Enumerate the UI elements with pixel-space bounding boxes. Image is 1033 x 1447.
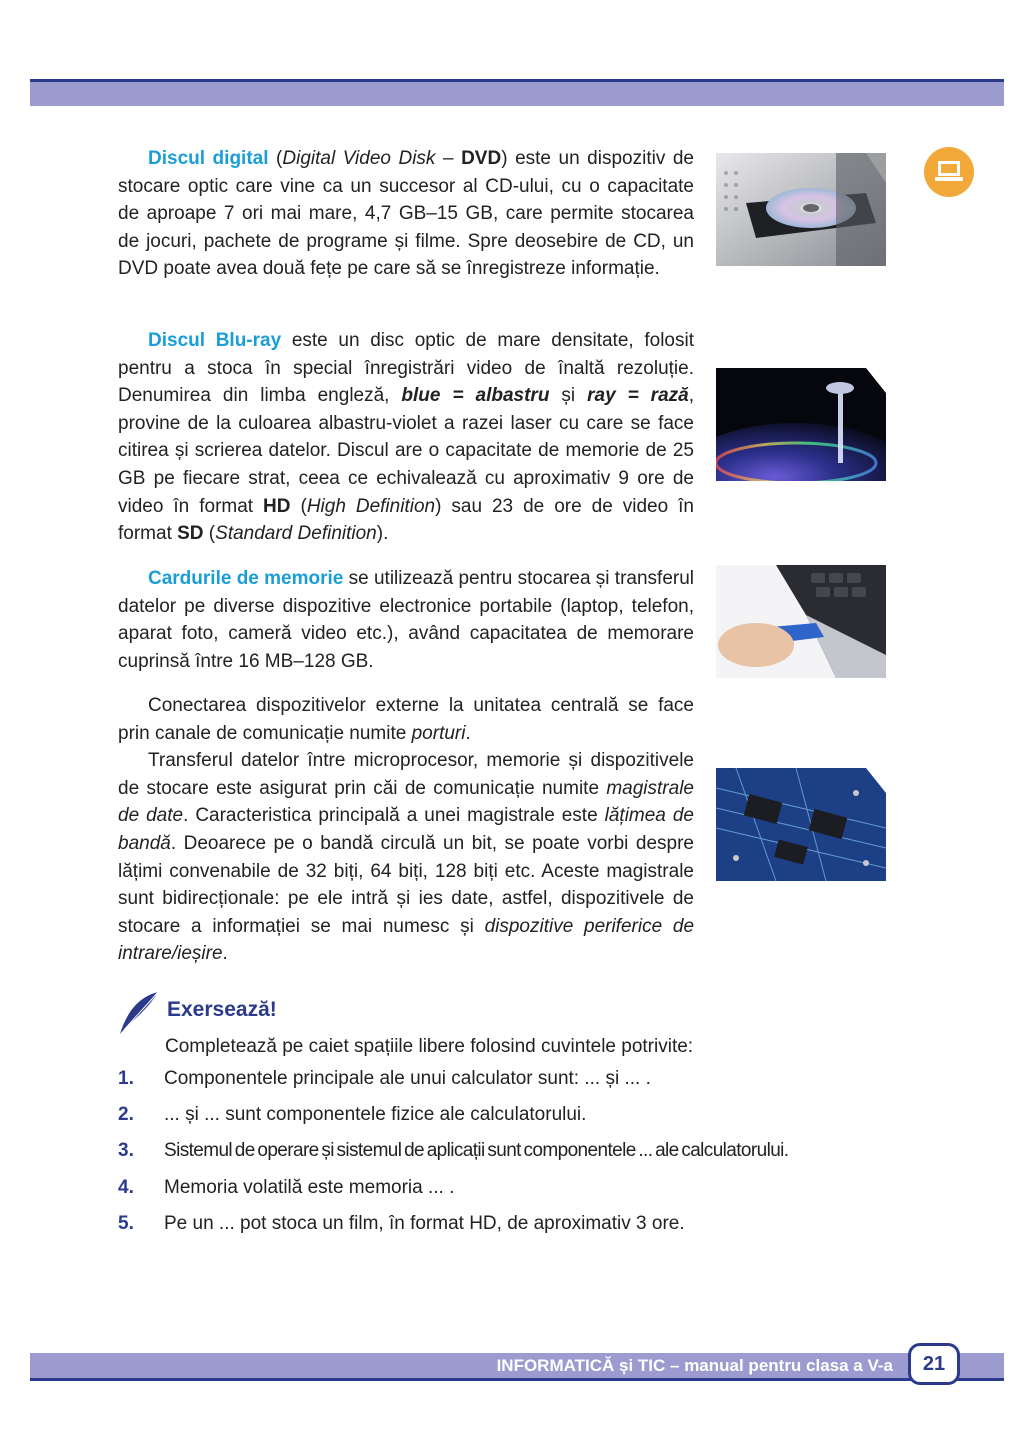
exercise-intro: Completează pe caiet spațiile libere folosind cuvintele potrivite: <box>165 1036 694 1057</box>
exercise-item: 2. ... și ... sunt componentele fizice ale calculatorului. <box>118 1104 587 1125</box>
term-dvd: Discul digital <box>148 148 269 169</box>
term-bluray: Discul Blu-ray <box>148 330 282 351</box>
exercise-title: Exersează! <box>167 998 277 1021</box>
computer-icon <box>924 147 974 197</box>
bluray-laser-image <box>716 368 886 481</box>
memory-card-image <box>716 565 886 678</box>
exercise-item: 5. Pe un ... pot stoca un film, în format HD, de aproximativ 3 ore. <box>118 1213 685 1234</box>
circuit-board-image <box>716 768 886 881</box>
page-number: 21 <box>908 1343 960 1385</box>
exercise-item: 1. Componentele principale ale unui calculator sunt: ... și ... . <box>118 1068 651 1089</box>
quill-icon <box>118 990 162 1036</box>
paragraph-dvd: Discul digital (Digital Video Disk – DVD) este un dispozitiv de stocare optic care vine ca un succesor al CD-ului, cu o capacitate de aproape 7 ori mai mare, 4,7 GB–15 GB, care permite stocarea de jocuri, pachete de programe și filme. Spre deosebire de CD, un DVD poate avea două fețe pe care să se înregistreze informație. <box>118 148 694 280</box>
exercise-item: 3. Sistemul de operare și sistemul de aplicații sunt componentele ... ale calculatorului. <box>118 1140 789 1161</box>
term-memory-cards: Cardurile de memorie <box>148 568 344 589</box>
dvd-drive-image <box>716 153 886 266</box>
paragraph-ports: Conectarea dispozitivelor externe la unitatea centrală se face prin canale de comunicație numite porturi. Transferul datelor între microprocesor, memorie și dispozitivele de stocare este asigurat prin căi de comunicație numite magistrale de date. Caracteristica principală a unei magistrale este lățimea de bandă. Deoarece pe o bandă circulă un bit, se poate vorbi despre lățimi convenabile de 32 biți, 64 biți, 128 biți etc. Aceste magistrale sunt bidirecționale: pe ele intră și ies date, astfel, dispozitivele de stocare a informației se mai numesc și dispozitive periferice de intrare/ieșire. <box>118 692 694 968</box>
exercise-item: 4. Memoria volatilă este memoria ... . <box>118 1177 455 1198</box>
paragraph-bluray: Discul Blu-ray este un disc optic de mare densitate, folosit pentru a stoca în special înregistrări video de înaltă rezoluție. Denumirea din limba engleză, blue = albastru și ray = rază, provine de la culoarea albastru-violet a razei laser cu care se face citirea și scrierea datelor. Discul are o capacitate de memorie de 25 GB pe fiecare strat, ceea ce echivalează cu aproximativ 9 ore de video în format HD (High Definition) sau 23 de ore de video în format SD (Standard Definition). <box>118 330 694 545</box>
paragraph-data-bus: Transferul datelor între microprocesor, memorie și dispozitivele de stocare este asigurat prin căi de comunicație numite magistrale de date. Caracteristica principală a unei magistrale este lățimea de bandă. Deoarece pe o bandă circulă un bit, se poate vorbi despre lățimi convenabile de 32 biți, 64 biți, 128 biți etc. Aceste magistrale sunt bidirecționale: pe ele intră și ies date, astfel, dispozitivele de stocare a informației se mai numesc și dispozitive periferice de intrare/ieșire. <box>118 750 695 965</box>
footer-title: INFORMATICĂ și TIC – manual pentru clasa a V-a <box>496 1356 893 1375</box>
paragraph-memory-cards: Cardurile de memorie se utilizează pentru stocarea și transferul datelor pe diverse dispozitive electronice portabile (laptop, telefon, aparat foto, cameră video etc.), având capacitatea de memorare cuprinsă între 16 MB–128 GB. <box>118 568 695 672</box>
exercise-heading <box>118 990 418 1040</box>
header-band <box>30 79 1004 106</box>
